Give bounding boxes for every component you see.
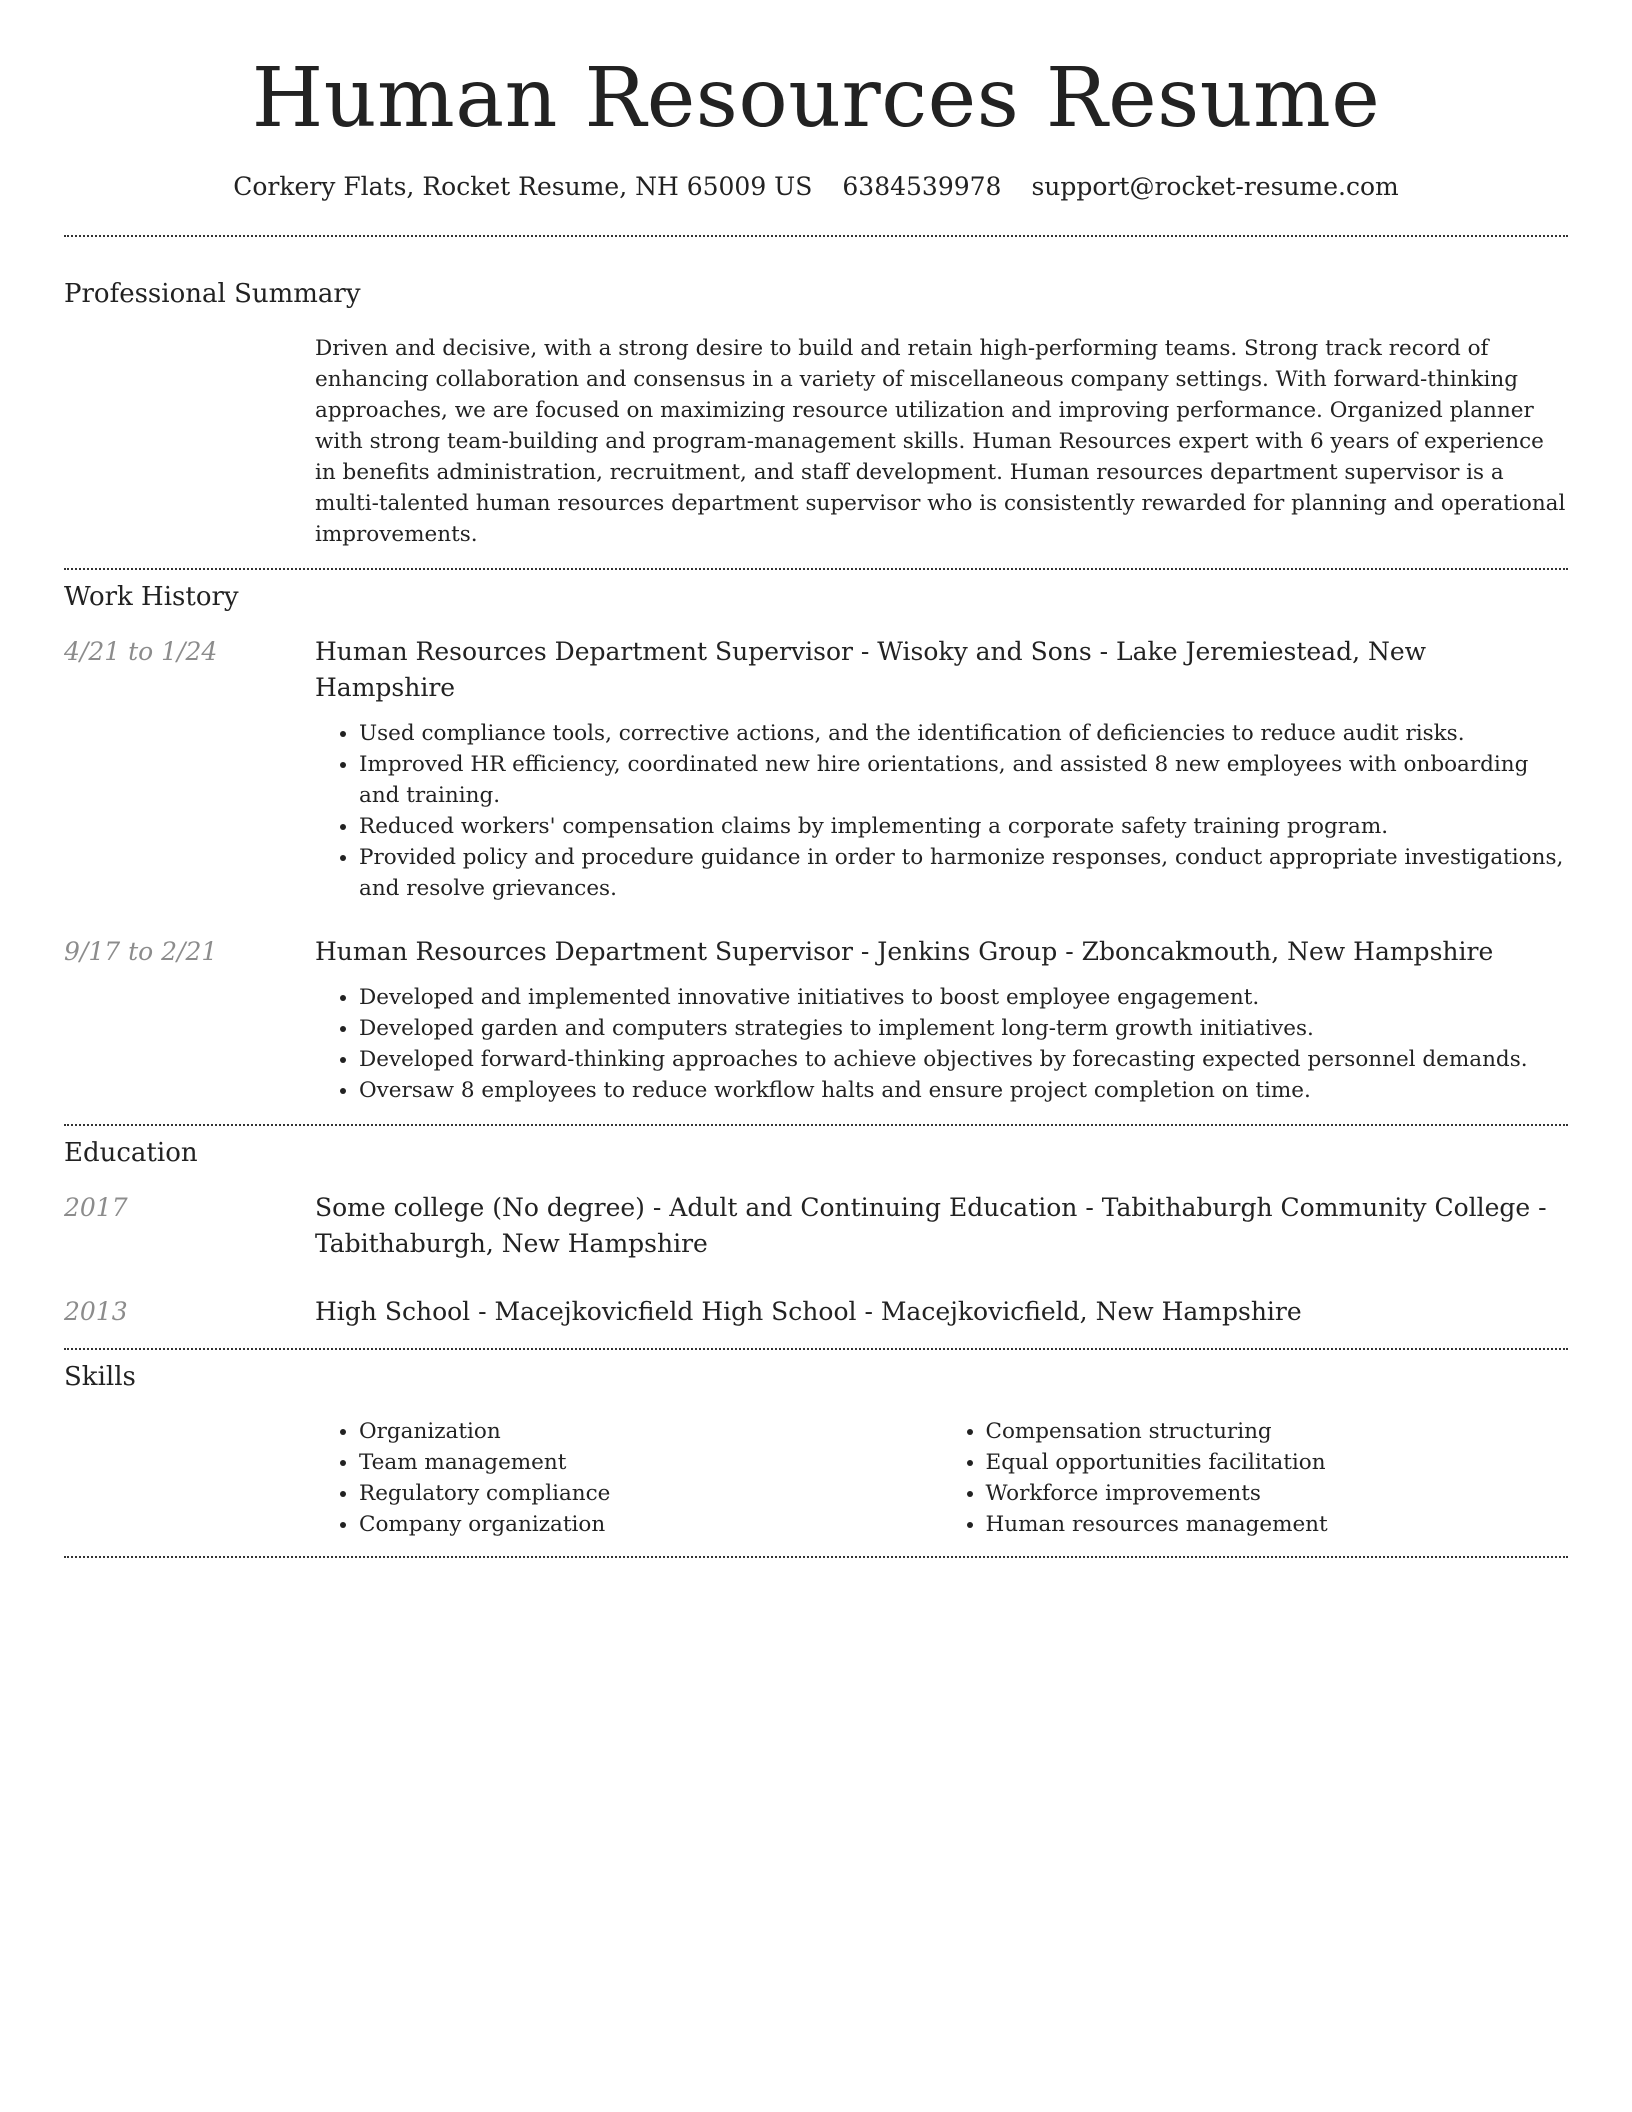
job-content	[315, 934, 1568, 1106]
section-title-education: Education	[64, 1138, 198, 1169]
divider	[64, 1556, 1568, 1558]
education-title	[315, 1190, 1568, 1262]
education-details: - Tabithaburgh Community College - Tabithaburgh, New Hampshire	[315, 1193, 1547, 1259]
skills-grid	[315, 1416, 1568, 1540]
education-entry	[64, 1190, 1568, 1262]
section-title-skills: Skills	[64, 1362, 136, 1393]
job-bullet: • Developed garden and computers strategies to implement long-term growth initiatives.	[359, 1013, 1568, 1044]
skill-item: • Regulatory compliance	[359, 1478, 942, 1509]
education-year: 2017	[64, 1193, 128, 1223]
job-bullets	[315, 718, 1568, 904]
skill-item: • Company organization	[359, 1509, 942, 1540]
education-content	[315, 1190, 1568, 1262]
resume-title: Human Resources Resume	[251, 51, 1381, 146]
job-bullet: • Developed and implemented innovative initiatives to boost employee engagement.	[359, 982, 1568, 1013]
divider	[64, 568, 1568, 570]
divider	[64, 235, 1568, 237]
job-entry	[64, 934, 1568, 1106]
section-title-work: Work History	[64, 582, 239, 613]
job-entry	[64, 634, 1568, 904]
contact-line	[64, 172, 1568, 201]
divider	[64, 1348, 1568, 1350]
job-title	[315, 934, 1568, 970]
education-section	[64, 1138, 1568, 1330]
job-dates: 4/21 to 1/24	[64, 637, 218, 667]
education-entry	[64, 1294, 1568, 1330]
skills-list-right	[942, 1416, 1569, 1540]
education-title	[315, 1294, 1568, 1330]
education-content	[315, 1294, 1568, 1330]
skill-item: • Workforce improvements	[986, 1478, 1569, 1509]
skills-list-left	[315, 1416, 942, 1540]
job-bullet: • Developed forward-thinking approaches to achieve objectives by forecasting expected personnel demands.	[359, 1044, 1568, 1075]
job-bullet: • Oversaw 8 employees to reduce workflow halts and ensure project completion on time.	[359, 1075, 1568, 1106]
job-position: Human Resources Department Supervisor	[315, 637, 853, 667]
job-details: - Jenkins Group - Zboncakmouth, New Hampshire	[852, 937, 1494, 967]
summary-text: Driven and decisive, with a strong desire to build and retain high-performing teams. Strong track record of enhancing collaboration and consensus in a variety of miscellaneous company settings. With forward-thinking approaches, we are focused on maximizing resource utilization and improving performance. Organized planner with strong team-building and program-management skills. Human Resources expert with 6 years of experience in benefits administration, recruitment, and staff development. Human resources department supervisor is a multi-talented human resources department supervisor who is consistently rewarded for planning and operational improvements.	[315, 336, 1566, 548]
contact-email: support@rocket-resume.com	[1031, 172, 1399, 202]
job-bullet: • Improved HR efficiency, coordinated new hire orientations, and assisted 8 new employees with onboarding and training.	[359, 749, 1568, 811]
section-title-summary: Professional Summary	[64, 279, 361, 310]
education-degree: High School	[315, 1297, 471, 1327]
job-bullet: • Reduced workers' compensation claims by implementing a corporate safety training program.	[359, 811, 1568, 842]
job-dates: 9/17 to 2/21	[64, 937, 218, 967]
contact-address: Corkery Flats, Rocket Resume, NH 65009 US	[233, 172, 813, 202]
job-bullets	[315, 982, 1568, 1106]
job-position: Human Resources Department Supervisor	[315, 937, 853, 967]
education-year: 2013	[64, 1297, 128, 1327]
skills-row	[64, 1416, 1568, 1540]
job-bullet: • Used compliance tools, corrective actions, and the identification of deficiencies to reduce audit risks.	[359, 718, 1568, 749]
education-degree: Some college (No degree) - Adult and Continuing Education	[315, 1193, 1078, 1223]
summary-section	[64, 279, 1568, 550]
skill-item: • Team management	[359, 1447, 942, 1478]
work-section	[64, 582, 1568, 1106]
divider	[64, 1124, 1568, 1126]
job-bullet: • Provided policy and procedure guidance in order to harmonize responses, conduct appropriate investigations, and resolve grievances.	[359, 842, 1568, 904]
job-content	[315, 634, 1568, 904]
education-details: - Macejkovicfield High School - Macejkovicfield, New Hampshire	[470, 1297, 1302, 1327]
summary-row	[64, 333, 1568, 550]
skill-item: • Equal opportunities facilitation	[986, 1447, 1569, 1478]
skill-item: • Compensation structuring	[986, 1416, 1569, 1447]
skills-section	[64, 1362, 1568, 1540]
job-title	[315, 634, 1568, 706]
summary-content	[315, 333, 1568, 550]
skill-item: • Human resources management	[986, 1509, 1569, 1540]
skill-item: • Organization	[359, 1416, 942, 1447]
job-details: - Wisoky and Sons - Lake Jeremiestead, New Hampshire	[315, 637, 1427, 703]
contact-phone: 6384539978	[842, 172, 1002, 202]
